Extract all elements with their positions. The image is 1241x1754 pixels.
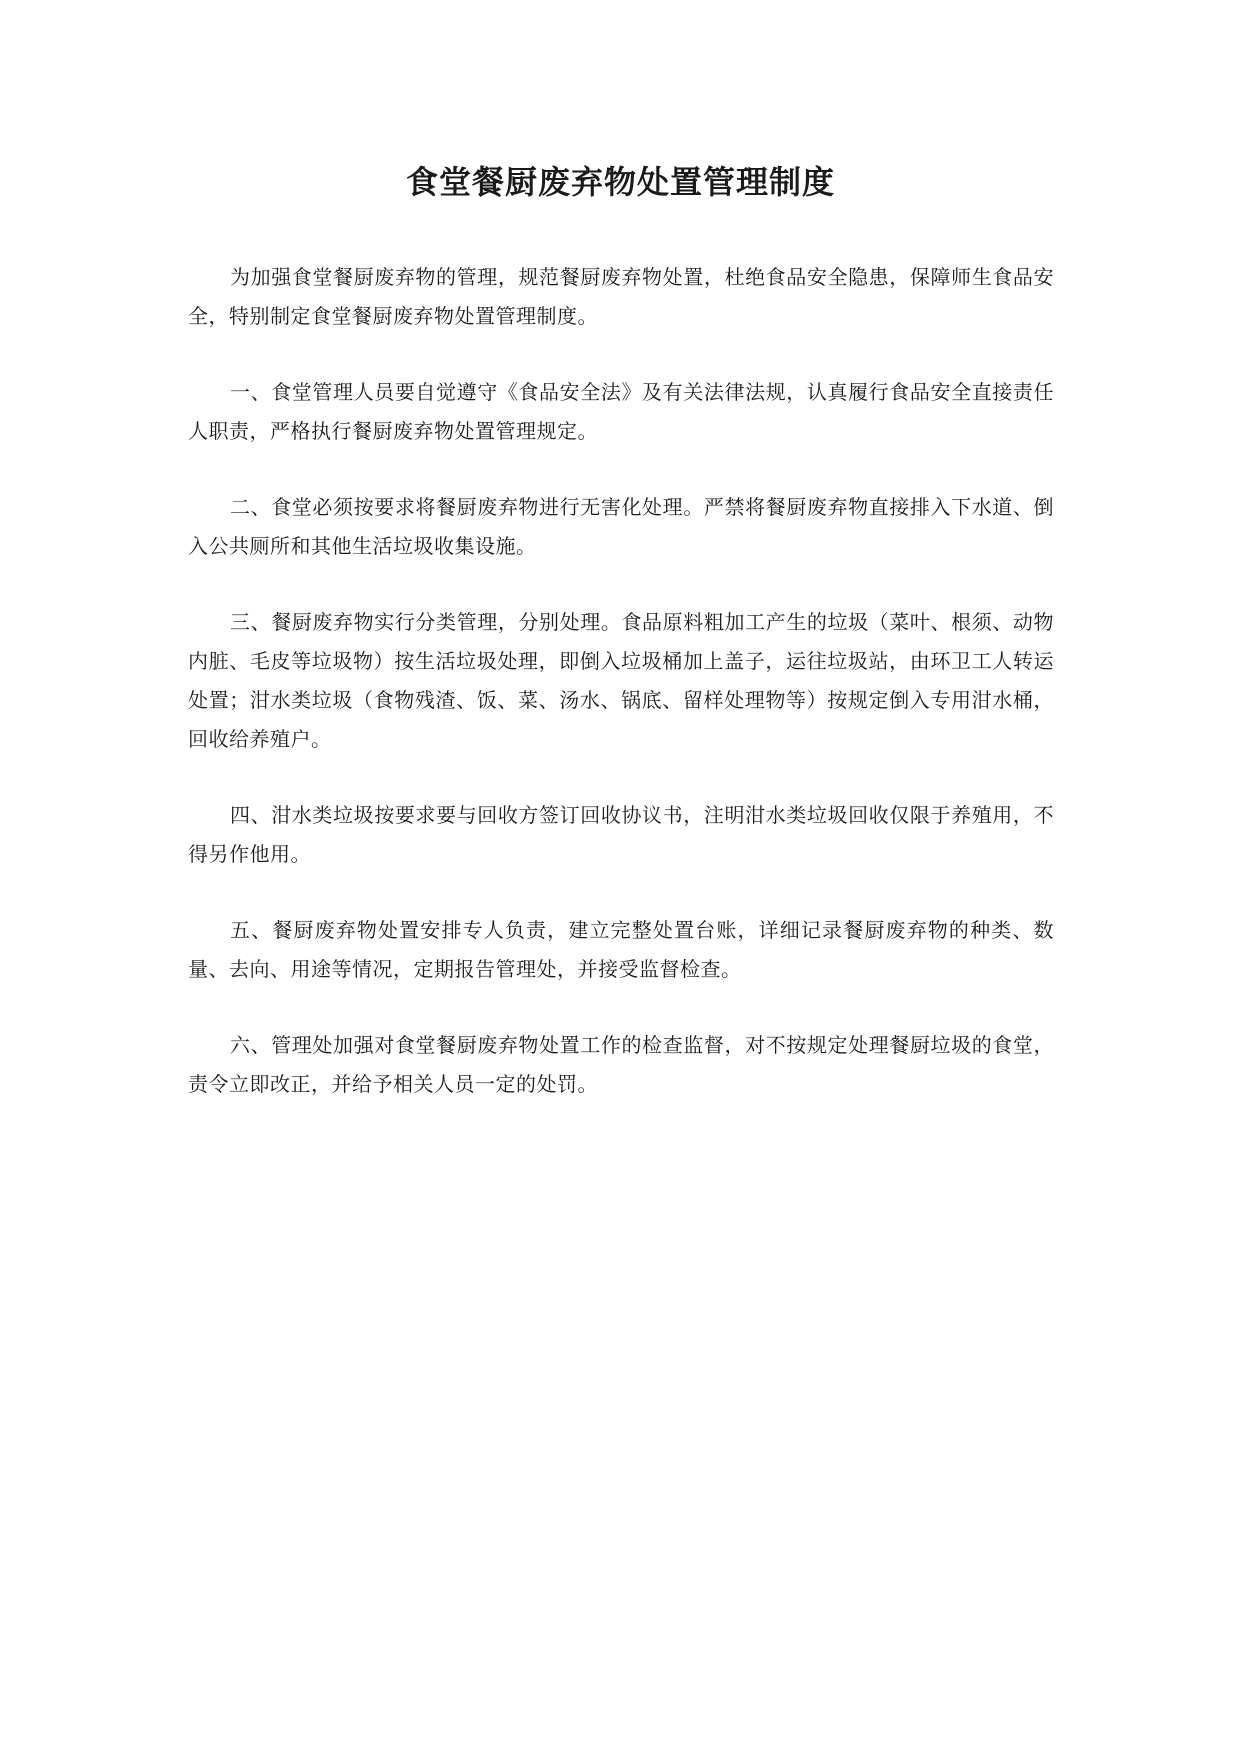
paragraph-rule-4: 四、泔水类垃圾按要求要与回收方签订回收协议书，注明泔水类垃圾回收仅限于养殖用，不得另作他用。 (188, 803, 1054, 866)
paragraph-rule-2: 二、食堂必须按要求将餐厨废弃物进行无害化处理。严禁将餐厨废弃物直接排入下水道、倒入公共厕所和其他生活垃圾收集设施。 (188, 495, 1054, 558)
paragraph-rule-6: 六、管理处加强对食堂餐厨废弃物处置工作的检查监督，对不按规定处理餐厨垃圾的食堂，责令立即改正，并给予相关人员一定的处罚。 (188, 1033, 1054, 1096)
paragraph-intro: 为加强食堂餐厨废弃物的管理，规范餐厨废弃物处置，杜绝食品安全隐患，保障师生食品安全，特别制定食堂餐厨废弃物处置管理制度。 (188, 265, 1054, 328)
paragraph-rule-5: 五、餐厨废弃物处置安排专人负责，建立完整处置台账，详细记录餐厨废弃物的种类、数量、去向、用途等情况，定期报告管理处，并接受监督检查。 (188, 918, 1054, 981)
document-title: 食堂餐厨废弃物处置管理制度 (405, 163, 835, 201)
paragraph-rule-1: 一、食堂管理人员要自觉遵守《食品安全法》及有关法律法规，认真履行食品安全直接责任人职责，严格执行餐厨废弃物处置管理规定。 (188, 380, 1054, 443)
document-body (188, 258, 1054, 1141)
paragraph-rule-3: 三、餐厨废弃物实行分类管理，分别处理。食品原料粗加工产生的垃圾（菜叶、根须、动物内脏、毛皮等垃圾物）按生活垃圾处理，即倒入垃圾桶加上盖子，运往垃圾站，由环卫工人转运处置；泔水类垃圾（食物残渣、饭、菜、汤水、锅底、留样处理物等）按规定倒入专用泔水桶，回收给养殖户。 (188, 610, 1054, 751)
